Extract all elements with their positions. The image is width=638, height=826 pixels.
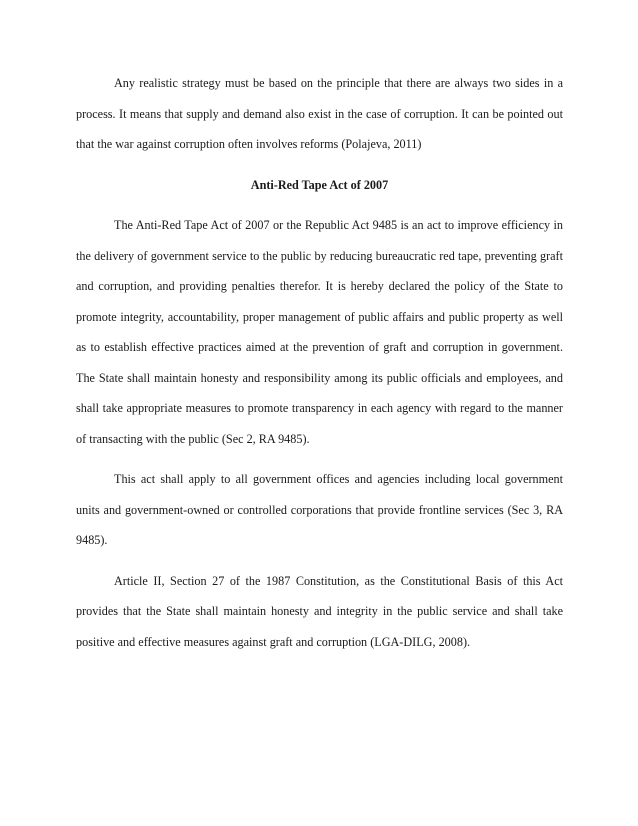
- spacer: [76, 454, 563, 464]
- paragraph-coverage: This act shall apply to all government offices and agencies including local government units and government-owned or controlled corporations that provide frontline services (Sec 3, RA 9485).: [76, 472, 563, 547]
- spacer: [76, 556, 563, 566]
- section-heading: Anti-Red Tape Act of 2007: [250, 177, 389, 192]
- spacer: [76, 200, 563, 210]
- spacer: [76, 160, 563, 170]
- paragraph-constitutional-basis: Article II, Section 27 of the 1987 Constitution, as the Constitutional Basis of this Act provides that the State shall maintain honesty and integrity in the public service and shall take positive and effective measures against graft and corruption (LGA-DILG, 2008).: [76, 573, 563, 649]
- paragraph-act-description: The Anti-Red Tape Act of 2007 or the Republic Act 9485 is an act to improve efficiency in the delivery of government service to the public by reducing bureaucratic red tape, preventing graft and corruption, and providing penalties therefor. It is hereby declared the policy of the State to promote integrity, accountability, proper management of public affairs and public property as well as to establish effective practices aimed at the prevention of graft and corruption in government. The State shall maintain honesty and responsibility among its public officials and employees, and shall take appropriate measures to promote transparency in each agency with regard to the manner of transacting with the public (Sec 2, RA 9485).: [76, 218, 563, 446]
- paragraph-strategy: Any realistic strategy must be based on the principle that there are always two sides in a process. It means that supply and demand also exist in the case of corruption. It can be pointed out that the war against corruption often involves reforms (Polajeva, 2011): [76, 76, 563, 151]
- document-body: [76, 68, 563, 657]
